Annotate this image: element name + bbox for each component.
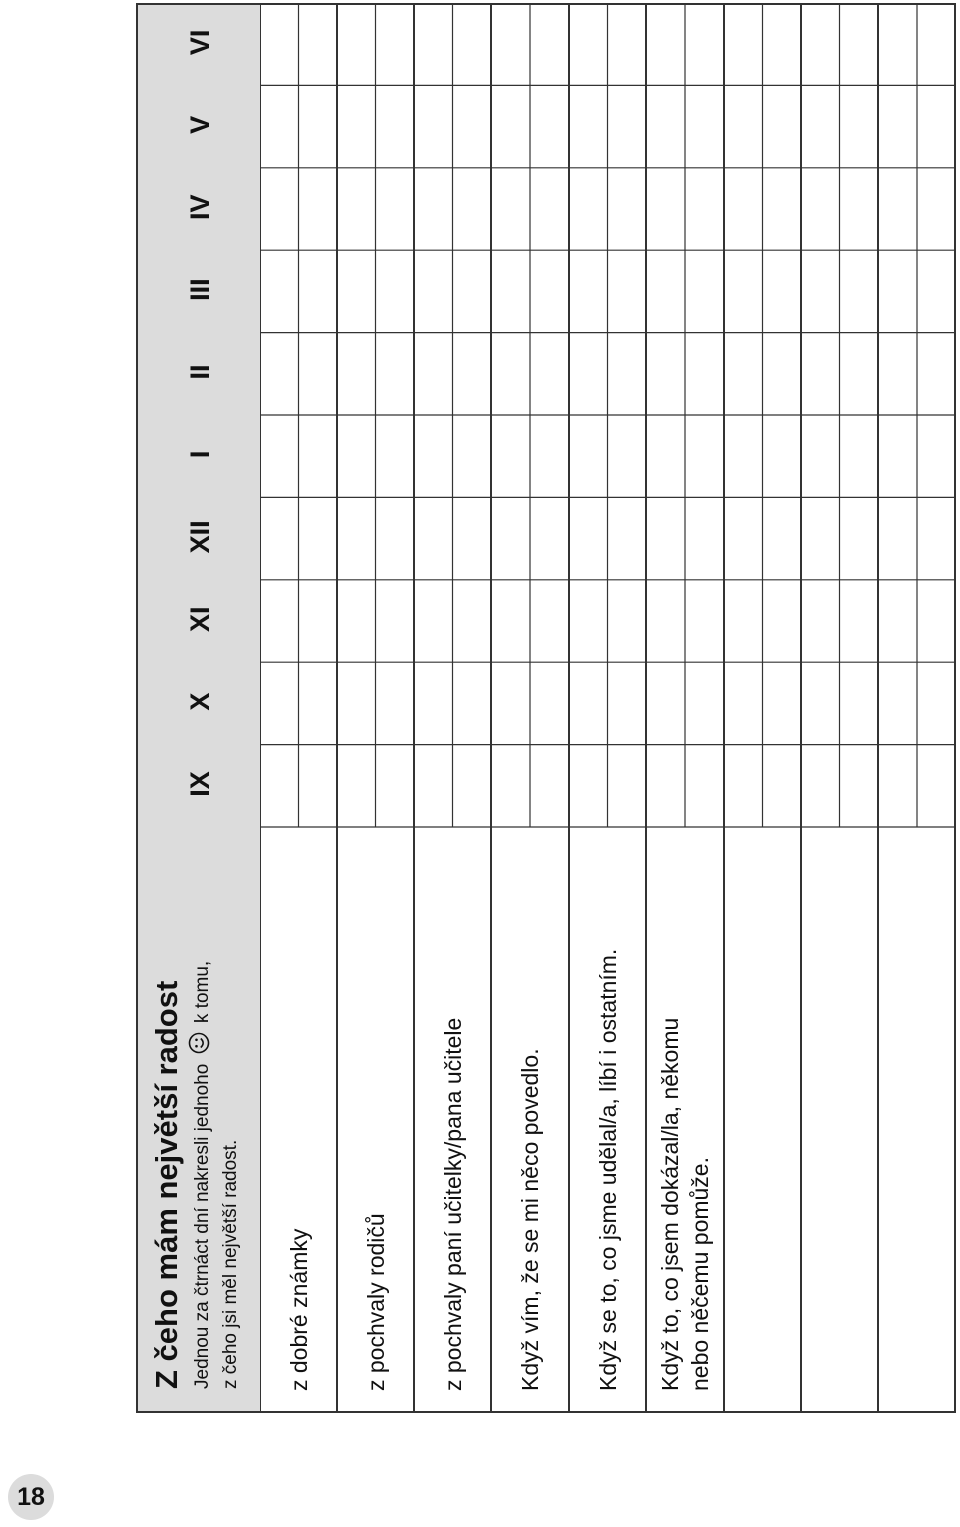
row-label-line: z dobré známky (285, 1228, 312, 1391)
month-header: III (185, 278, 215, 301)
page-number: 18 (8, 1474, 54, 1520)
instruction-line2: z čeho jsi měl největší radost. (220, 1139, 241, 1389)
row-label-line: Když se to, co jsme udělal/a, líbí i ostatním. (594, 948, 621, 1391)
month-header: I (185, 450, 215, 459)
grid-lines (260, 3, 960, 1413)
table-header (136, 3, 260, 1413)
row-label-line: nebo něčemu pomůže. (687, 1157, 713, 1391)
instruction-line1-a: Jednou za čtrnáct dní nakresli jednoho (192, 1063, 214, 1389)
row-label-line: Když vím, že se mi něco povedlo. (517, 1048, 543, 1391)
month-header: IV (185, 194, 215, 220)
header-lines (138, 1, 262, 1411)
month-header: IX (185, 771, 215, 797)
table-body (260, 3, 960, 1413)
month-header: II (185, 364, 215, 380)
month-header: X (185, 692, 215, 711)
month-header: VI (185, 29, 215, 56)
row-label-line: Když to, co jsem dokázal/la, někomu (657, 1017, 683, 1391)
row-label-line: z pochvaly paní učitelky/pana učitele (439, 1017, 466, 1391)
month-header: XI (185, 606, 215, 632)
month-header: XII (185, 520, 215, 554)
instruction-line1-b: k tomu, (192, 960, 214, 1024)
row-label-line: z pochvaly rodičů (362, 1213, 389, 1391)
worksheet-table (136, 3, 960, 1413)
month-header: V (185, 115, 215, 134)
page-title: Z čeho mám největší radost (149, 980, 184, 1389)
